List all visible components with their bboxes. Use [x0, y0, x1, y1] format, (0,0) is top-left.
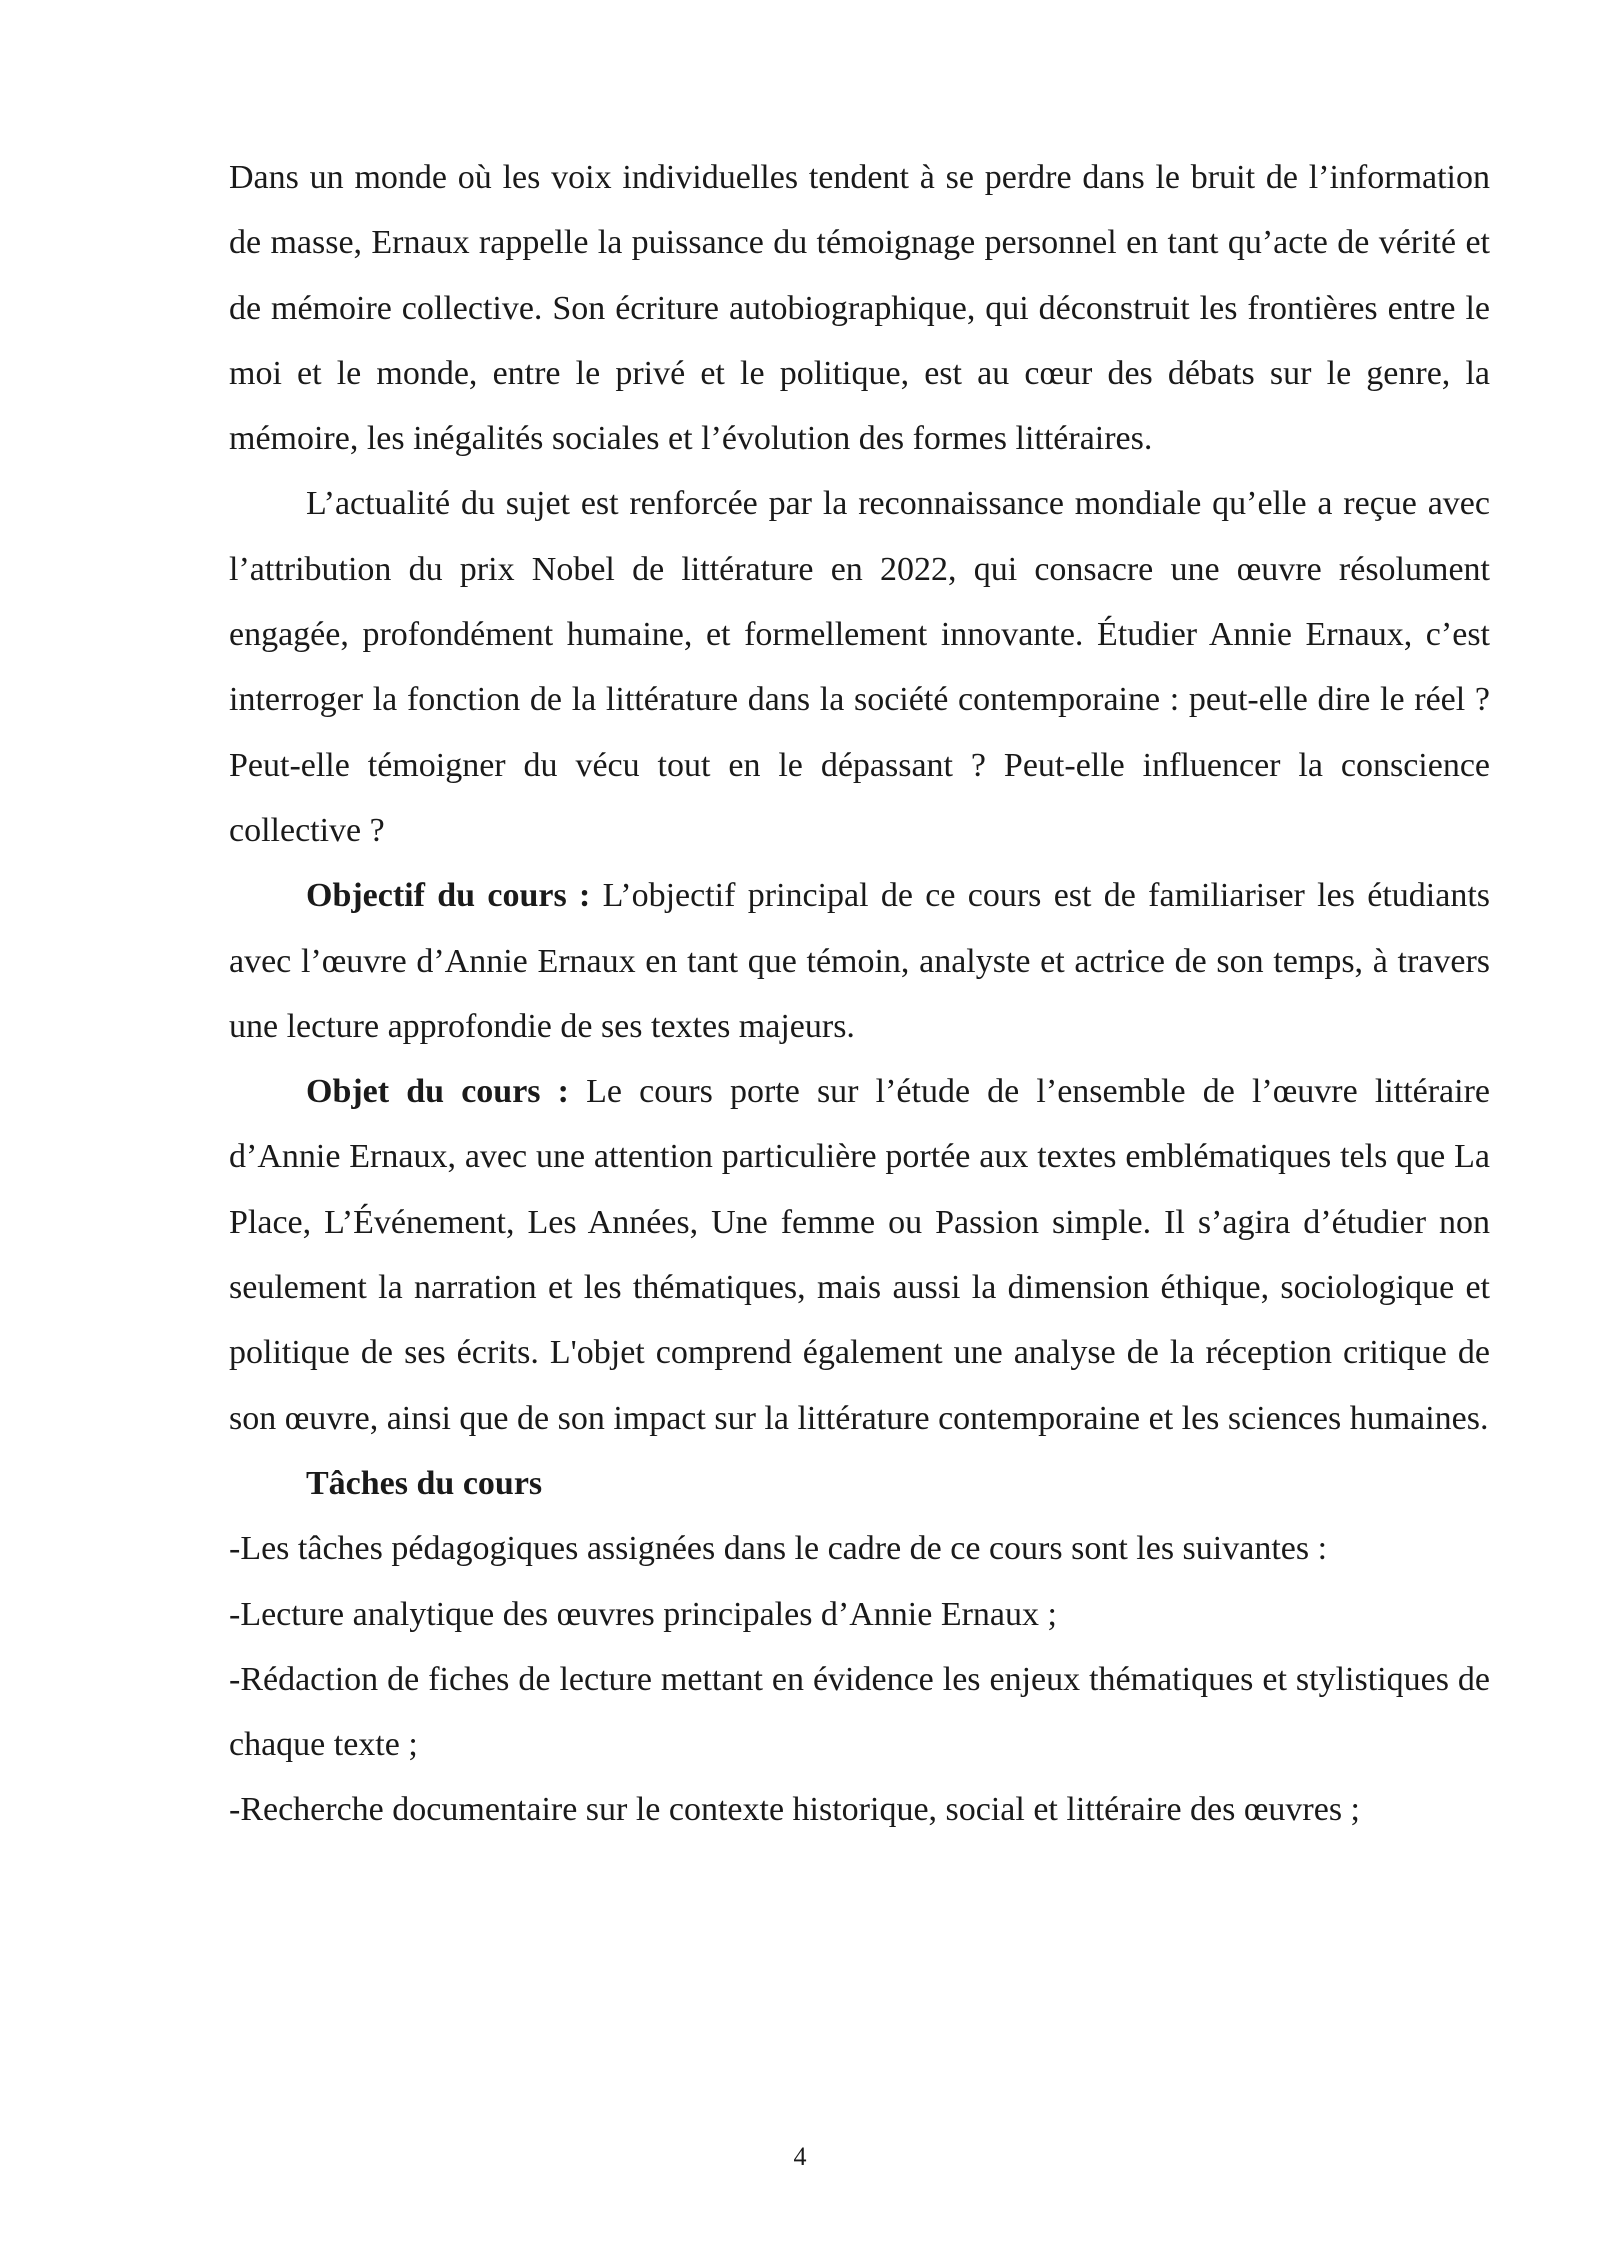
- task-item: -Recherche documentaire sur le contexte historique, social et littéraire des œuvres ;: [229, 1791, 1360, 1829]
- objet-label: Objet du cours :: [306, 1073, 569, 1111]
- task-item: -Les tâches pédagogiques assignées dans le cadre de ce cours sont les suivantes :: [229, 1530, 1328, 1568]
- task-item: -Lecture analytique des œuvres principales d’Annie Ernaux ;: [229, 1595, 1057, 1633]
- paragraph-objet: [229, 1059, 1490, 1451]
- paragraph-objectif: [229, 863, 1490, 1059]
- page-body: [229, 145, 1490, 1843]
- objectif-text: L’objectif principal de ce cours est de familiariser les étudiants avec l’œuvre d’Annie Ernaux en tant que témoin, analyste et actrice de son temps, à travers une lecture approfondie de ses textes majeurs.: [229, 877, 1490, 1045]
- objet-text: Le cours porte sur l’étude de l’ensemble de l’œuvre littéraire d’Annie Ernaux, avec une attention particulière portée aux textes emblématiques tels que La Place, L’Événement, Les Années, Une femme ou Passion simple. Il s’agira d’étudier non seulement la narration et les thématiques, mais aussi la dimension éthique, sociologique et politique de ses écrits. L'objet comprend également une analyse de la réception critique de son œuvre, ainsi que de son impact sur la littérature contemporaine et les sciences humaines.: [229, 1073, 1490, 1437]
- tasks-heading: Tâches du cours: [306, 1464, 543, 1502]
- page-number: 4: [793, 2142, 807, 2171]
- paragraph-actualite: L’actualité du sujet est renforcée par la reconnaissance mondiale qu’elle a reçue avec l’attribution du prix Nobel de littérature en 2022, qui consacre une œuvre résolument engagée, profondément humaine, et formellement innovante. Étudier Annie Ernaux, c’est interroger la fonction de la littérature dans la société contemporaine : peut-elle dire le réel ? Peut-elle témoigner du vécu tout en le dépassant ? Peut-elle influencer la conscience collective ?: [229, 485, 1490, 849]
- objectif-label: Objectif du cours :: [306, 877, 591, 915]
- paragraph-context: Dans un monde où les voix individuelles tendent à se perdre dans le bruit de l’information de masse, Ernaux rappelle la puissance du témoignage personnel en tant qu’acte de vérité et de mémoire collective. Son écriture autobiographique, qui déconstruit les frontières entre le moi et le monde, entre le privé et le politique, est au cœur des débats sur le genre, la mémoire, les inégalités sociales et l’évolution des formes littéraires.: [229, 159, 1490, 458]
- task-item: -Rédaction de fiches de lecture mettant en évidence les enjeux thématiques et stylistiques de chaque texte ;: [229, 1660, 1490, 1764]
